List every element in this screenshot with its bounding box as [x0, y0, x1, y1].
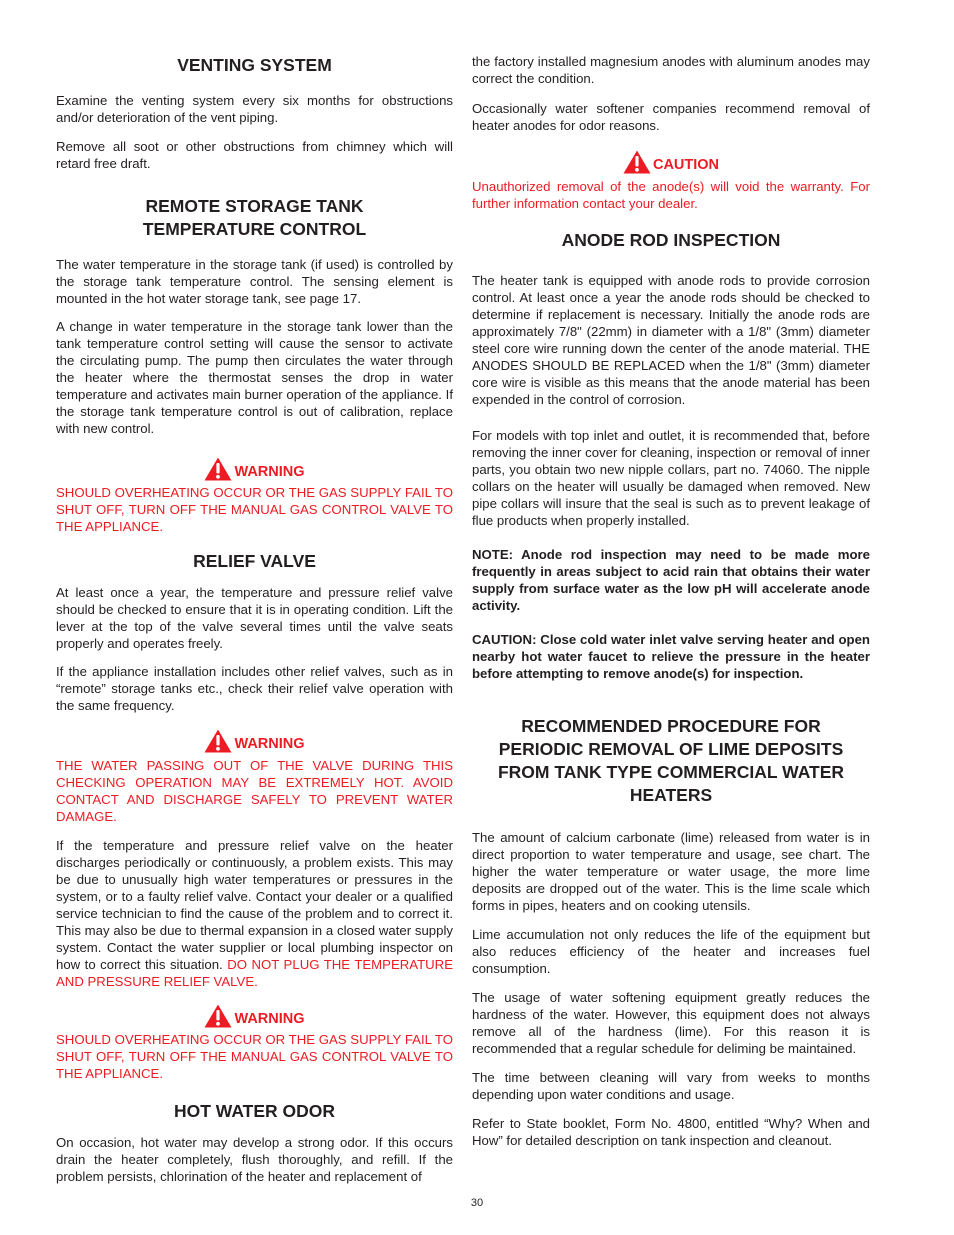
lime-paragraph-5: Refer to State booklet, Form No. 4800, entitled “Why? When and How” for detailed description on tank inspection and cleanout.: [472, 1116, 870, 1148]
lime-paragraph-2: Lime accumulation not only reduces the life of the equipment but also reduces efficiency of the heater and increases fuel consumption.: [472, 927, 870, 976]
relief-valve-paragraph-1: At least once a year, the temperature and pressure relief valve should be checked to ensure that it is in operating condition. Lift the lever at the top of the valve several times until the valve seats properly and operates freely.: [56, 585, 453, 651]
do-not-plug-notice: DO NOT PLUG THE TEMPERATURE AND PRESSURE RELIEF VALVE.: [56, 957, 454, 989]
venting-system-heading: VENTING SYSTEM: [177, 55, 332, 75]
relief-valve-paragraph-3: [56, 837, 453, 990]
warning-triangle-icon: [204, 1004, 232, 1028]
warning-label: WARNING: [234, 1011, 305, 1027]
anode-caution: CAUTION: Close cold water inlet valve serving heater and open nearby hot water faucet to relieve the pressure in the heater before attempting to remove anode(s) for inspection.: [472, 632, 870, 681]
warning-text: SHOULD OVERHEATING OCCUR OR THE GAS SUPPLY FAIL TO SHUT OFF, TURN OFF THE MANUAL GAS CONTROL VALVE TO THE APPLIANCE.: [56, 485, 453, 534]
hot-water-odor-paragraph-2: Occasionally water softener companies recommend removal of heater anodes for odor reasons.: [472, 101, 870, 133]
lime-heading-line-4: HEATERS: [629, 785, 713, 805]
remote-storage-paragraph-2: A change in water temperature in the storage tank lower than the tank temperature control setting will cause the sensor to activate the circulating pump. The pump then circulates the water through the heater where the thermostat senses the drop in water temperature and activates main burner operation of the appliance. If the storage tank temperature control is out of calibration, replace with new control.: [56, 319, 453, 436]
anode-note: NOTE: Anode rod inspection may need to be made more frequently in areas subject to acid rain that obtains their water supply from surface water as the low pH will accelerate anode activity.: [472, 547, 870, 613]
anode-rod-inspection-heading: ANODE ROD INSPECTION: [561, 230, 781, 250]
remote-storage-paragraph-1: The water temperature in the storage tank (if used) is controlled by the storage tank temperature control. The sensing element is mounted in the hot water storage tank, see page 17.: [56, 257, 453, 306]
warning-label: WARNING: [234, 464, 305, 480]
lime-heading-line-2: PERIODIC REMOVAL OF LIME DEPOSITS: [498, 739, 844, 759]
hot-water-odor-heading: HOT WATER ODOR: [173, 1101, 336, 1121]
lime-heading-line-1: RECOMMENDED PROCEDURE FOR: [521, 716, 821, 736]
caution-label: CAUTION: [652, 157, 720, 173]
lime-deposits-heading: [472, 715, 870, 807]
warning-label: WARNING: [234, 736, 305, 752]
right-column: [472, 53, 870, 1149]
warning-heading: [56, 457, 453, 481]
caution-text: Unauthorized removal of the anode(s) will void the warranty. For further information contact your dealer.: [472, 179, 870, 211]
relief-valve-paragraph-3-text: If the temperature and pressure relief valve on the heater discharges periodically or continuously, a problem exists. This may be due to unusually high water temperatures or pressures in the system, or to a faulty relief valve. Contact your dealer or a qualified service technician to find the cause of the problem and to correct it. This may also be due to thermal expansion in a closed water supply system. Contact the water supplier or local plumbing inspector on how to correct this situation.: [56, 838, 453, 972]
remote-storage-heading-line-2: TEMPERATURE CONTROL: [142, 219, 367, 239]
lime-paragraph-1: The amount of calcium carbonate (lime) released from water is in direct proportion to water temperature and usage, see chart. The higher the water temperature or water usage, the more lime deposits are dropped out of the water. This is the lime scale which forms in pipes, heaters and on cooking utensils.: [472, 830, 870, 913]
warning-triangle-icon: [204, 729, 232, 753]
venting-paragraph-2: Remove all soot or other obstructions from chimney which will retard free draft.: [56, 139, 453, 171]
caution-triangle-icon: [623, 150, 651, 174]
page-number: 30: [470, 1197, 484, 1209]
left-column: [56, 50, 453, 1185]
anode-paragraph-2: For models with top inlet and outlet, it is recommended that, before removing the inner cover for cleaning, inspection or removal of inner parts, you obtain two new nipple collars, part no. 74060. The nipple collars on the heater will usually be damaged when removed. New pipe collars will insure that the seal is such as to prevent leakage of flue products when properly installed.: [472, 428, 870, 528]
hot-water-odor-paragraph-1-continued: the factory installed magnesium anodes with aluminum anodes may correct the condition.: [472, 54, 870, 86]
caution-heading: [472, 150, 870, 174]
lime-heading-line-3: FROM TANK TYPE COMMERCIAL WATER: [497, 762, 845, 782]
warning-triangle-icon: [204, 457, 232, 481]
hot-water-odor-paragraph-1: On occasion, hot water may develop a strong odor. If this occurs drain the heater completely, flush thoroughly, and refill. If the problem persists, chlorination of the heater and replacement of: [56, 1135, 453, 1184]
anode-paragraph-1: The heater tank is equipped with anode rods to provide corrosion control. At least once a year the anode rods should be checked to determine if replacement is necessary. Initially the anode rods are approximately 7/8" (22mm) in diameter with a 1/8" (3mm) diameter steel core wire running down the center of the anode material. THE ANODES SHOULD BE REPLACED when the 1/8" (3mm) diameter core wire is visible as this means that the anode material has been expended in the control of corrosion.: [472, 273, 870, 407]
warning-heading: [56, 1004, 453, 1028]
relief-valve-paragraph-2: If the appliance installation includes other relief valves, such as in “remote” storage tanks etc., check their relief valve operation with the same frequency.: [56, 664, 453, 713]
lime-paragraph-3: The usage of water softening equipment greatly reduces the hardness of the water. However, this equipment does not always remove all of the hardness (lime). For this reason it is recommended that a regular schedule for deliming be maintained.: [472, 990, 870, 1056]
warning-heading: [56, 729, 453, 753]
warning-text: THE WATER PASSING OUT OF THE VALVE DURING THIS CHECKING OPERATION MAY BE EXTREMELY HOT. AVOID CONTACT AND DISCHARGE SAFELY TO PREVENT WATER DAMAGE.: [56, 758, 453, 824]
relief-valve-heading: RELIEF VALVE: [193, 551, 316, 571]
lime-paragraph-4: The time between cleaning will vary from weeks to months depending upon water conditions and usage.: [472, 1070, 870, 1102]
remote-storage-heading-line-1: REMOTE STORAGE TANK: [145, 196, 364, 216]
warning-text: SHOULD OVERHEATING OCCUR OR THE GAS SUPPLY FAIL TO SHUT OFF, TURN OFF THE MANUAL GAS CONTROL VALVE TO THE APPLIANCE.: [56, 1032, 453, 1081]
venting-paragraph-1: Examine the venting system every six months for obstructions and/or deterioration of the vent piping.: [56, 93, 453, 125]
